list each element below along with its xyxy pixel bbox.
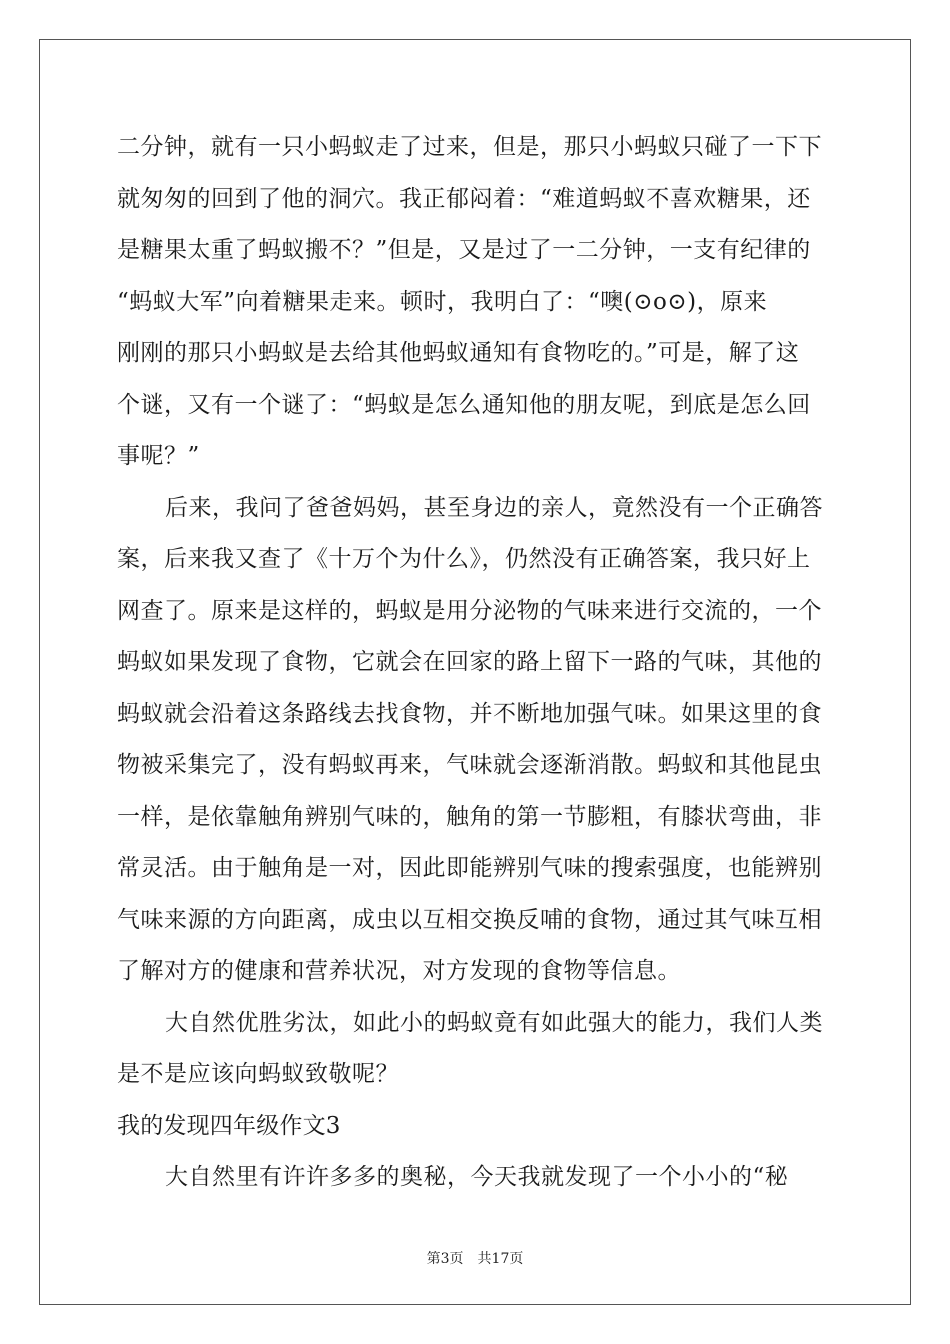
text-line: 个谜，又有一个谜了：“蚂蚁是怎么通知他的朋友呢，到底是怎么回 [117, 391, 811, 418]
document-body [117, 122, 837, 1204]
text-line: 物被采集完了，没有蚂蚁再来，气味就会逐渐消散。蚂蚁和其他昆虫 [117, 752, 822, 778]
text-line: 气味来源的方向距离，成虫以互相交换反哺的食物，通过其气味互相 [117, 906, 822, 933]
text-line: 是糖果太重了蚂蚁搬不？”但是，又是过了一二分钟，一支有纪律的 [117, 237, 811, 263]
paragraph-start-line: 大自然优胜劣汰，如此小的蚂蚁竟有如此强大的能力，我们人类 [165, 1009, 823, 1036]
text-line: 蚂蚁如果发现了食物，它就会在回家的路上留下一路的气味，其他的 [117, 649, 822, 675]
paragraph-start-line: 后来，我问了爸爸妈妈，甚至身边的亲人，竟然没有一个正确答 [165, 494, 823, 521]
page-number-footer: 第3页 共17页 [426, 1251, 524, 1267]
text-line: 刚刚的那只小蚂蚁是去给其他蚂蚁通知有食物吃的。”可是，解了这 [117, 340, 800, 366]
text-line: 网查了。原来是这样的，蚂蚁是用分泌物的气味来进行交流的，一个 [117, 597, 822, 624]
section-heading: 我的发现四年级作文3 [117, 1112, 341, 1139]
text-line: 了解对方的健康和营养状况，对方发现的食物等信息。 [117, 958, 681, 984]
text-line: 二分钟，就有一只小蚂蚁走了过来，但是，那只小蚂蚁只碰了一下下 [117, 134, 822, 160]
text-line: 蚂蚁就会沿着这条路线去找食物，并不断地加强气味。如果这里的食 [117, 700, 822, 727]
text-line: 案，后来我又查了《十万个为什么》，仍然没有正确答案，我只好上 [117, 546, 811, 572]
text-line: 一样，是依靠触角辨别气味的，触角的第一节膨粗，有膝状弯曲，非 [117, 803, 822, 830]
text-line: 事呢？” [117, 443, 200, 469]
text-line: 就匆匆的回到了他的洞穴。我正郁闷着：“难道蚂蚁不喜欢糖果，还 [117, 185, 811, 212]
text-line: “蚂蚁大军”向着糖果走来。顿时，我明白了：“噢(⊙o⊙)，原来 [117, 288, 768, 315]
paragraph-start-line: 大自然里有许许多多的奥秘，今天我就发现了一个小小的“秘 [165, 1164, 789, 1190]
text-line: 常灵活。由于触角是一对，因此即能辨别气味的搜索强度，也能辨别 [117, 855, 822, 881]
text-line: 是不是应该向蚂蚁致敬呢？ [117, 1061, 399, 1087]
